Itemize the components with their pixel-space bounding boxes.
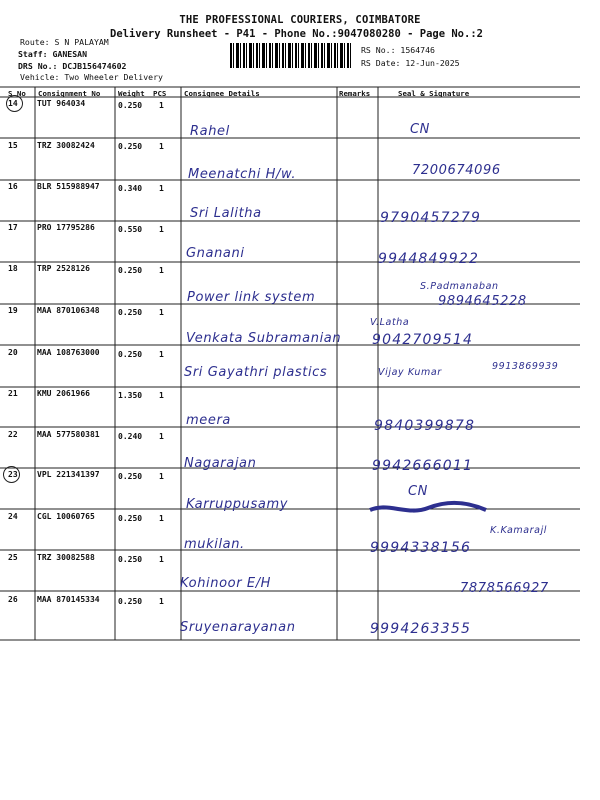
col-weight: Weight <box>118 89 145 98</box>
row-weight: 1.350 <box>118 391 143 400</box>
drs-label: DRS No.: DCJB156474602 <box>18 61 127 71</box>
row-weight: 0.340 <box>118 184 143 193</box>
row-consignment: MAA 577580381 <box>37 430 100 439</box>
scribble-mark <box>368 500 488 518</box>
row-sno: 16 <box>8 182 18 191</box>
signature: 9944849922 <box>378 251 480 267</box>
consignee-name: mukilan. <box>184 537 245 552</box>
row-pcs: 1 <box>159 555 164 564</box>
signature: 9840399878 <box>374 418 476 434</box>
row-sno: 26 <box>8 595 18 604</box>
row-consignment: VPL 221341397 <box>37 470 100 479</box>
row-weight: 0.250 <box>118 597 143 606</box>
row-pcs: 1 <box>159 266 164 275</box>
signature: 9790457279 <box>380 210 482 226</box>
row-weight: 0.250 <box>118 350 143 359</box>
consignee-name: Rahel <box>190 124 230 139</box>
consignee-name: Venkata Subramanian <box>186 331 342 346</box>
row-sno: 19 <box>8 306 18 315</box>
row-weight: 0.550 <box>118 225 143 234</box>
row-pcs: 1 <box>159 225 164 234</box>
row-weight: 0.250 <box>118 101 143 110</box>
row-pcs: 1 <box>159 350 164 359</box>
consignee-name: Sri Gayathri plastics <box>184 365 328 380</box>
row-weight: 0.250 <box>118 472 143 481</box>
row-weight: 0.250 <box>118 514 143 523</box>
signature: CN <box>408 484 429 499</box>
row-consignment: PRO 17795286 <box>37 223 95 232</box>
consignee-name: Gnanani <box>186 246 245 261</box>
consignee-name: meera <box>186 413 231 428</box>
consignee-name: Meenatchi H/w. <box>188 167 297 182</box>
signature-name: Vijay Kumar <box>378 367 442 378</box>
row-consignment: KMU 2061966 <box>37 389 90 398</box>
row-sno: 25 <box>8 553 18 562</box>
col-remarks: Remarks <box>339 89 371 98</box>
row-sno: 22 <box>8 430 18 439</box>
row-sno: 14 <box>8 99 18 108</box>
row-consignment: MAA 870145334 <box>37 595 100 604</box>
row-sno: 21 <box>8 389 18 398</box>
row-pcs: 1 <box>159 472 164 481</box>
row-consignment: TRP 2528126 <box>37 264 90 273</box>
rs-date-label: RS Date: 12-Jun-2025 <box>361 58 460 68</box>
row-weight: 0.250 <box>118 308 143 317</box>
row-pcs: 1 <box>159 101 164 110</box>
col-pcs: PCS <box>153 89 167 98</box>
row-sno: 24 <box>8 512 18 521</box>
signature: CN <box>410 122 431 137</box>
signature: 9942666011 <box>372 458 474 474</box>
row-sno: 20 <box>8 348 18 357</box>
row-consignment: BLR 515988947 <box>37 182 100 191</box>
consignee-name: Sruyenarayanan <box>180 620 296 635</box>
consignee-name: Sri Lalitha <box>190 206 262 221</box>
vehicle-label: Vehicle: Two Wheeler Delivery <box>20 72 163 82</box>
row-consignment: TRZ 30082588 <box>37 553 95 562</box>
rs-no-label: RS No.: 1564746 <box>361 45 435 55</box>
company-title: THE PROFESSIONAL COURIERS, COIMBATORE <box>179 14 421 26</box>
col-sno: S No <box>8 89 26 98</box>
row-sno: 23 <box>8 470 18 479</box>
consignee-name: Power link system <box>187 290 316 305</box>
signature: 9994263355 <box>370 621 472 637</box>
consignee-name: Kohinoor E/H <box>180 576 272 591</box>
route-label: Route: S N PALAYAM <box>20 37 109 47</box>
signature: 9042709514 <box>372 332 474 348</box>
row-weight: 0.250 <box>118 142 143 151</box>
row-weight: 0.250 <box>118 266 143 275</box>
signature: 9913869939 <box>492 361 559 372</box>
signature-name: V.Latha <box>370 317 410 328</box>
col-consignee: Consignee Details <box>184 89 260 98</box>
signature: 7200674096 <box>412 163 501 178</box>
row-sno: 17 <box>8 223 18 232</box>
signature: 9994338156 <box>370 540 472 556</box>
consignee-name: Nagarajan <box>184 456 257 471</box>
row-consignment: MAA 870106348 <box>37 306 100 315</box>
row-pcs: 1 <box>159 184 164 193</box>
runsheet-title: Delivery Runsheet - P41 - Phone No.:9047080280 - Page No.:2 <box>110 28 483 40</box>
consignee-name: Karruppusamy <box>186 497 288 512</box>
staff-label: Staff: GANESAN <box>18 49 88 59</box>
col-consignment: Consignment No <box>38 89 101 98</box>
signature-name: S.Padmanaban <box>420 281 499 292</box>
row-consignment: TRZ 30082424 <box>37 141 95 150</box>
row-pcs: 1 <box>159 308 164 317</box>
signature: 9894645228 <box>438 294 527 309</box>
row-pcs: 1 <box>159 432 164 441</box>
row-sno: 15 <box>8 141 18 150</box>
row-consignment: CGL 10060765 <box>37 512 95 521</box>
row-weight: 0.250 <box>118 555 143 564</box>
row-pcs: 1 <box>159 597 164 606</box>
signature-name: K.Kamarajl <box>490 525 548 536</box>
row-consignment: TUT 964034 <box>37 99 86 108</box>
row-pcs: 1 <box>159 142 164 151</box>
row-pcs: 1 <box>159 514 164 523</box>
col-seal: Seal & Signature <box>398 89 470 98</box>
row-pcs: 1 <box>159 391 164 400</box>
row-consignment: MAA 108763000 <box>37 348 100 357</box>
signature: 7878566927 <box>460 581 549 596</box>
row-weight: 0.240 <box>118 432 143 441</box>
row-sno: 18 <box>8 264 18 273</box>
